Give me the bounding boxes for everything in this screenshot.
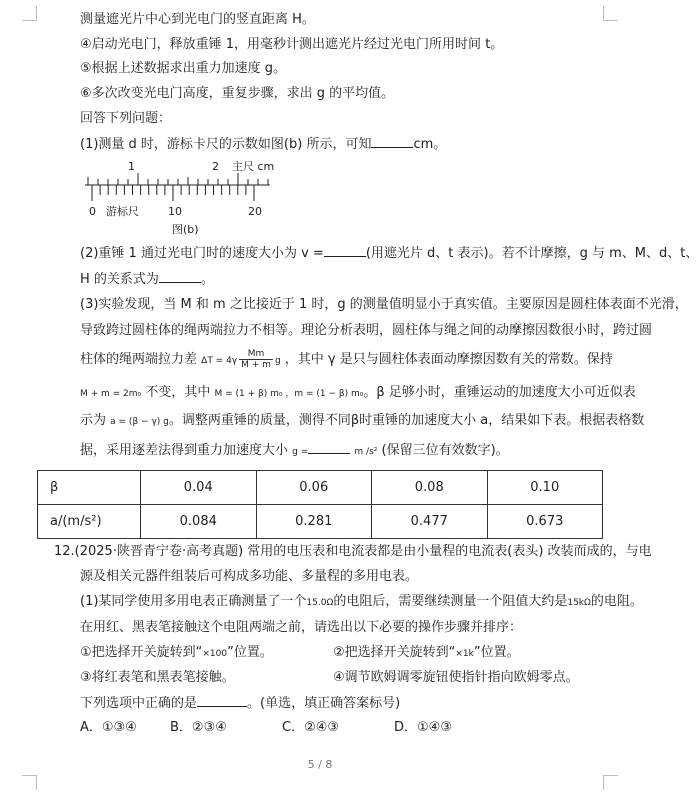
crop-mark (22, 775, 37, 790)
text-segment: 。β 足够小时，重锤运动的加速度大小可近似表 (363, 385, 636, 400)
text-segment: 柱体的绳两端拉力差 (80, 352, 198, 367)
unit-label: m /s² (354, 447, 378, 457)
answer-blank[interactable] (324, 244, 366, 257)
text-segment: 据，采用逐差法得到重力加速度大小 (80, 443, 289, 458)
text-segment: cm。 (413, 137, 447, 152)
text-segment: 不变，其中 (145, 385, 211, 400)
formula-segment: g = (292, 447, 309, 457)
table-cell: 0.06 (256, 471, 372, 505)
text-line: ⑥多次改变光电门高度，重复步骤，求出 g 的平均值。 (80, 86, 395, 101)
question-part-1 (80, 135, 446, 154)
question-12-title: 12.(2025·陕晋青宁卷·高考真题) 常用的电压表和电流表都是由小量程的电流表(表头) 改装而成的，与电 (54, 544, 652, 559)
table-cell: 0.084 (141, 505, 257, 539)
text-segment: 。 (200, 272, 214, 287)
formula-segment: 15.0Ω (306, 598, 334, 608)
main-scale-unit: 主尺 cm (232, 160, 275, 173)
step-3: ③将红表笔和黑表笔接触。 (80, 670, 235, 685)
figure-caption: 图(b) (172, 223, 199, 236)
formula-segment: M + m = 2m₀ (80, 389, 142, 399)
vernier-scale-ticks (92, 185, 254, 201)
crop-mark (603, 775, 618, 790)
vernier-label-20: 20 (248, 205, 262, 218)
page-number: 5 / 8 (307, 758, 333, 771)
question-12-choice-prompt (80, 694, 400, 713)
answer-blank[interactable] (159, 270, 201, 283)
formula-segment: M = (1 + β) m₀ ，m = (1 − β) m₀ (214, 389, 364, 399)
text-segment: 的电阻。 (590, 594, 643, 609)
formula-segment: a = (β − γ) g (110, 417, 169, 427)
fraction (239, 349, 273, 370)
answer-blank[interactable] (197, 694, 247, 707)
step-2 (333, 644, 520, 663)
crop-mark (603, 6, 618, 21)
question-12-part-1 (80, 593, 643, 612)
table-cell: 0.10 (487, 471, 603, 505)
table-cell: 0.281 (256, 505, 372, 539)
table-row (38, 471, 603, 505)
option-d[interactable]: D．①④③ (394, 720, 452, 735)
formula-segment: ×100 (202, 649, 228, 659)
text-segment: 的电阻后，需要继续测量一个阻值大约是 (333, 594, 568, 609)
text-line: 回答下列问题： (80, 111, 172, 126)
text-segment: 示为 (80, 413, 107, 428)
text-segment: ②把选择开关旋转到“ (333, 645, 456, 660)
option-b[interactable]: B．②③④ (170, 720, 227, 735)
fraction-denominator: M + m (241, 360, 271, 370)
vernier-caliper-figure (80, 157, 280, 237)
text-segment: ”位置。 (473, 645, 520, 660)
answer-blank[interactable] (371, 135, 413, 148)
text-segment: (用遮光片 d、t 表示)。若不计摩擦，g 与 m、M、d、t、 (365, 246, 698, 261)
table-cell: 0.477 (372, 505, 488, 539)
formula-line (80, 349, 613, 370)
text-segment: 下列选项中正确的是 (80, 696, 198, 711)
main-scale-label-2: 2 (212, 160, 219, 173)
table-cell: 0.673 (487, 505, 603, 539)
text-line: (3)实验发现，当 M 和 m 之比接近于 1 时，g 的测量值明显小于真实值。主要原因是圆柱体表面不光滑， (80, 297, 688, 312)
text-segment: (1)测量 d 时，游标卡尺的示数如图(b) 所示，可知 (80, 137, 372, 152)
main-scale-label-1: 1 (128, 160, 135, 173)
question-part-2 (80, 244, 698, 263)
formula-segment: g (274, 356, 281, 366)
table-cell: 0.08 (372, 471, 488, 505)
text-segment: (保留三位有效数字)。 (381, 443, 509, 458)
step-1 (80, 644, 273, 663)
text-segment: H 的关系式为 (80, 272, 159, 287)
formula-segment: ×1k (455, 649, 474, 659)
text-segment: 。(单选，填正确答案标号) (247, 696, 401, 711)
text-line: 在用红、黑表笔接触这个电阻两端之前，请选出以下必要的操作步骤并排序： (80, 620, 523, 635)
formula-line (80, 384, 636, 403)
text-segment: (1)某同学使用多用电表正确测量了一个 (80, 594, 307, 609)
vernier-label-0: 0 (89, 205, 96, 218)
text-line: ⑤根据上述数据求出重力加速度 g。 (80, 61, 287, 76)
data-table (37, 470, 603, 539)
table-row (38, 505, 603, 539)
text-segment: ，其中 γ 是只与圆柱体表面动摩擦因数有关的常数。保持 (284, 352, 613, 367)
step-4: ④调节欧姆调零旋钮使指针指向欧姆零点。 (333, 670, 579, 685)
table-cell: 0.04 (141, 471, 257, 505)
text-segment: ”位置。 (227, 645, 273, 660)
text-segment: (2)重锤 1 通过光电门时的速度大小为 v = (80, 246, 324, 261)
text-line: 导致跨过圆柱体的绳两端拉力不相等。理论分析表明，圆柱体与绳之间的动摩擦因数很小时，跨过圆 (80, 323, 653, 338)
vernier-label-10: 10 (168, 205, 182, 218)
text-line: ④启动光电门，释放重锤 1，用毫秒计测出遮光片经过光电门所用时间 t。 (80, 37, 504, 52)
text-line: 源及相关元器件组装后可构成多功能、多量程的多用电表。 (80, 569, 419, 584)
option-a[interactable]: A．①③④ (80, 720, 137, 735)
text-segment: 。调整两重锤的质量，测得不同β时重锤的加速度大小 a，结果如下表。根据表格数 (168, 413, 645, 428)
table-row-header: β (38, 471, 141, 505)
fraction-numerator: Mm (239, 349, 273, 360)
formula-line (80, 412, 644, 431)
table-row-header: a/(m/s²) (38, 505, 141, 539)
formula-segment: 15kΩ (567, 598, 591, 608)
text-segment: ①把选择开关旋转到“ (80, 645, 203, 660)
main-scale-ticks (88, 173, 268, 185)
answer-blank[interactable] (308, 441, 350, 454)
question-part-2-cont (80, 270, 214, 289)
vernier-scale-name: 游标尺 (106, 205, 139, 218)
formula-segment: ΔT = 4γ (201, 356, 238, 366)
option-c[interactable]: C．②④③ (282, 720, 340, 735)
formula-line (80, 441, 509, 461)
text-line: 测量遮光片中心到光电门的竖直距离 H。 (80, 12, 315, 27)
crop-mark (22, 6, 37, 21)
